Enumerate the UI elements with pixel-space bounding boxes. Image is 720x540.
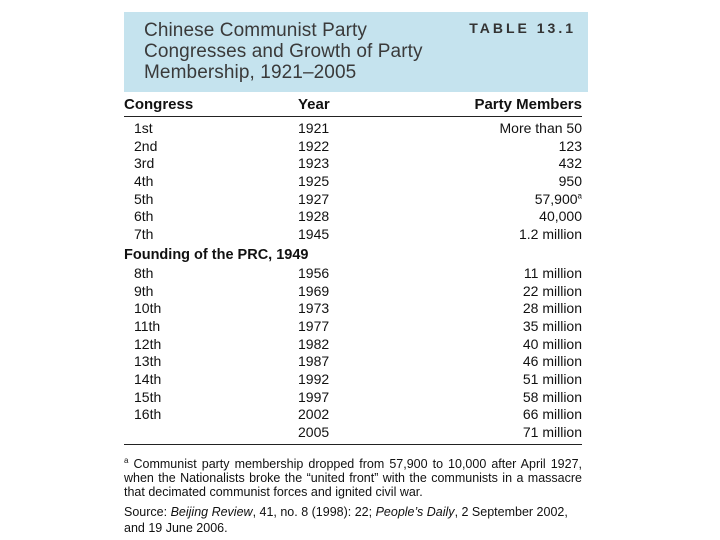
footnote-text: Communist party membership dropped from 57,900 to 10,000 after April 1927, when the Nationalists broke the “united front” with the communists in a massacre that decimated communist forces and ignited civil war. (124, 457, 582, 500)
cell-party-members (523, 318, 582, 334)
cell-year: 1992 (298, 370, 330, 387)
table-row (124, 138, 582, 156)
table-row (124, 353, 582, 371)
cell-congress: 10th (134, 300, 162, 317)
table-row (124, 173, 582, 191)
cell-year: 1928 (298, 208, 330, 225)
table-row (124, 389, 582, 407)
cell-party-members-value: 40,000 (539, 208, 582, 225)
section-heading: Founding of the PRC, 1949 (124, 246, 309, 263)
cell-party-members (523, 353, 582, 369)
cell-year: 1997 (298, 388, 330, 405)
cell-party-members (535, 191, 582, 207)
cell-party-members (559, 173, 582, 189)
source-citation (124, 504, 582, 536)
footnote-marker: a (577, 191, 582, 201)
cell-party-members-value: 35 million (522, 317, 582, 334)
cell-year: 2005 (298, 424, 330, 440)
table-row (124, 424, 582, 442)
table-row (124, 406, 582, 424)
cell-year: 1969 (298, 282, 330, 299)
cell-party-members (539, 208, 582, 224)
column-header-year: Year (298, 96, 330, 113)
cell-party-members (519, 226, 582, 242)
table-row (124, 120, 582, 138)
cell-party-members-value: 1.2 million (518, 226, 582, 243)
table-title: Chinese Communist Party Congresses and Growth of Party Membership, 1921–2005 (144, 20, 423, 83)
cell-party-members (524, 265, 582, 281)
cell-party-members (523, 424, 582, 440)
cell-party-members-value: 22 million (522, 282, 582, 299)
cell-congress: 16th (134, 406, 162, 423)
cell-year: 1973 (298, 300, 330, 317)
source-middle: , 41, no. 8 (1998): 22; (252, 505, 373, 519)
table-row (124, 371, 582, 389)
cell-year: 1921 (298, 120, 330, 136)
cell-congress: 13th (134, 353, 162, 370)
cell-party-members-value: 123 (558, 137, 582, 154)
cell-party-members-value: 432 (558, 155, 582, 172)
cell-congress: 2nd (134, 137, 158, 154)
table-number-label: TABLE 13.1 (469, 20, 576, 36)
table-row (124, 191, 582, 209)
cell-year: 1987 (298, 353, 330, 370)
table-row (124, 155, 582, 173)
cell-congress: 15th (134, 388, 162, 405)
cell-party-members (523, 336, 582, 352)
column-headers (124, 96, 582, 117)
table-row (124, 226, 582, 244)
cell-congress: 11th (134, 317, 161, 334)
cell-party-members-value: 58 million (522, 388, 582, 405)
cell-congress: 5th (134, 190, 154, 207)
cell-party-members-value: More than 50 (499, 120, 582, 136)
cell-party-members-value: 40 million (522, 335, 582, 352)
cell-party-members (559, 138, 582, 154)
cell-year: 1956 (298, 264, 330, 281)
cell-party-members-value: 950 (558, 173, 582, 190)
source-publication-2: People’s Daily (375, 505, 455, 519)
cell-party-members-value: 57,900 (534, 190, 578, 207)
footnote-marker: a (124, 456, 129, 465)
cell-party-members-value: 66 million (522, 406, 582, 423)
source-label: Source: (124, 505, 168, 519)
cell-party-members (500, 120, 583, 136)
cell-congress: 7th (134, 226, 154, 243)
cell-party-members (523, 283, 582, 299)
cell-party-members-value: 28 million (522, 300, 582, 317)
cell-party-members (523, 300, 582, 316)
column-header-party-members: Party Members (474, 96, 582, 113)
table-row (124, 318, 582, 336)
table-body (124, 120, 582, 445)
cell-congress: 9th (134, 282, 154, 299)
table-header-band (124, 12, 588, 92)
cell-year: 1977 (298, 317, 330, 334)
cell-year: 1925 (298, 173, 330, 190)
source-end: , 2 September 2002, and 19 June 2006. (124, 505, 568, 535)
table-row (124, 300, 582, 318)
cell-year: 1923 (298, 155, 330, 172)
table-bottom-rule (124, 444, 582, 446)
cell-congress: 12th (134, 335, 162, 352)
cell-congress: 14th (134, 370, 162, 387)
table-row (124, 283, 582, 301)
source-publication-1: Beijing Review (170, 505, 253, 519)
cell-party-members (523, 371, 582, 387)
cell-party-members (523, 406, 582, 422)
column-header-congress: Congress (124, 96, 194, 113)
cell-party-members-value: 71 million (522, 424, 582, 440)
table-row (124, 336, 582, 354)
table-document (118, 12, 588, 534)
cell-year: 1927 (298, 190, 330, 207)
cell-congress: 4th (134, 173, 154, 190)
table-row (124, 208, 582, 226)
cell-party-members-value: 11 million (523, 264, 582, 281)
cell-congress: 6th (134, 208, 154, 225)
cell-year: 1922 (298, 137, 330, 154)
cell-party-members-value: 51 million (522, 370, 582, 387)
cell-year: 1982 (298, 335, 330, 352)
table-row (124, 265, 582, 283)
cell-party-members (559, 155, 582, 171)
cell-congress: 3rd (134, 155, 155, 172)
cell-year: 1945 (298, 226, 330, 243)
cell-party-members-value: 46 million (522, 353, 582, 370)
cell-congress: 1st (134, 120, 153, 136)
footnote (124, 454, 582, 499)
cell-party-members (523, 389, 582, 405)
cell-year: 2002 (298, 406, 330, 423)
cell-congress: 8th (134, 264, 154, 281)
